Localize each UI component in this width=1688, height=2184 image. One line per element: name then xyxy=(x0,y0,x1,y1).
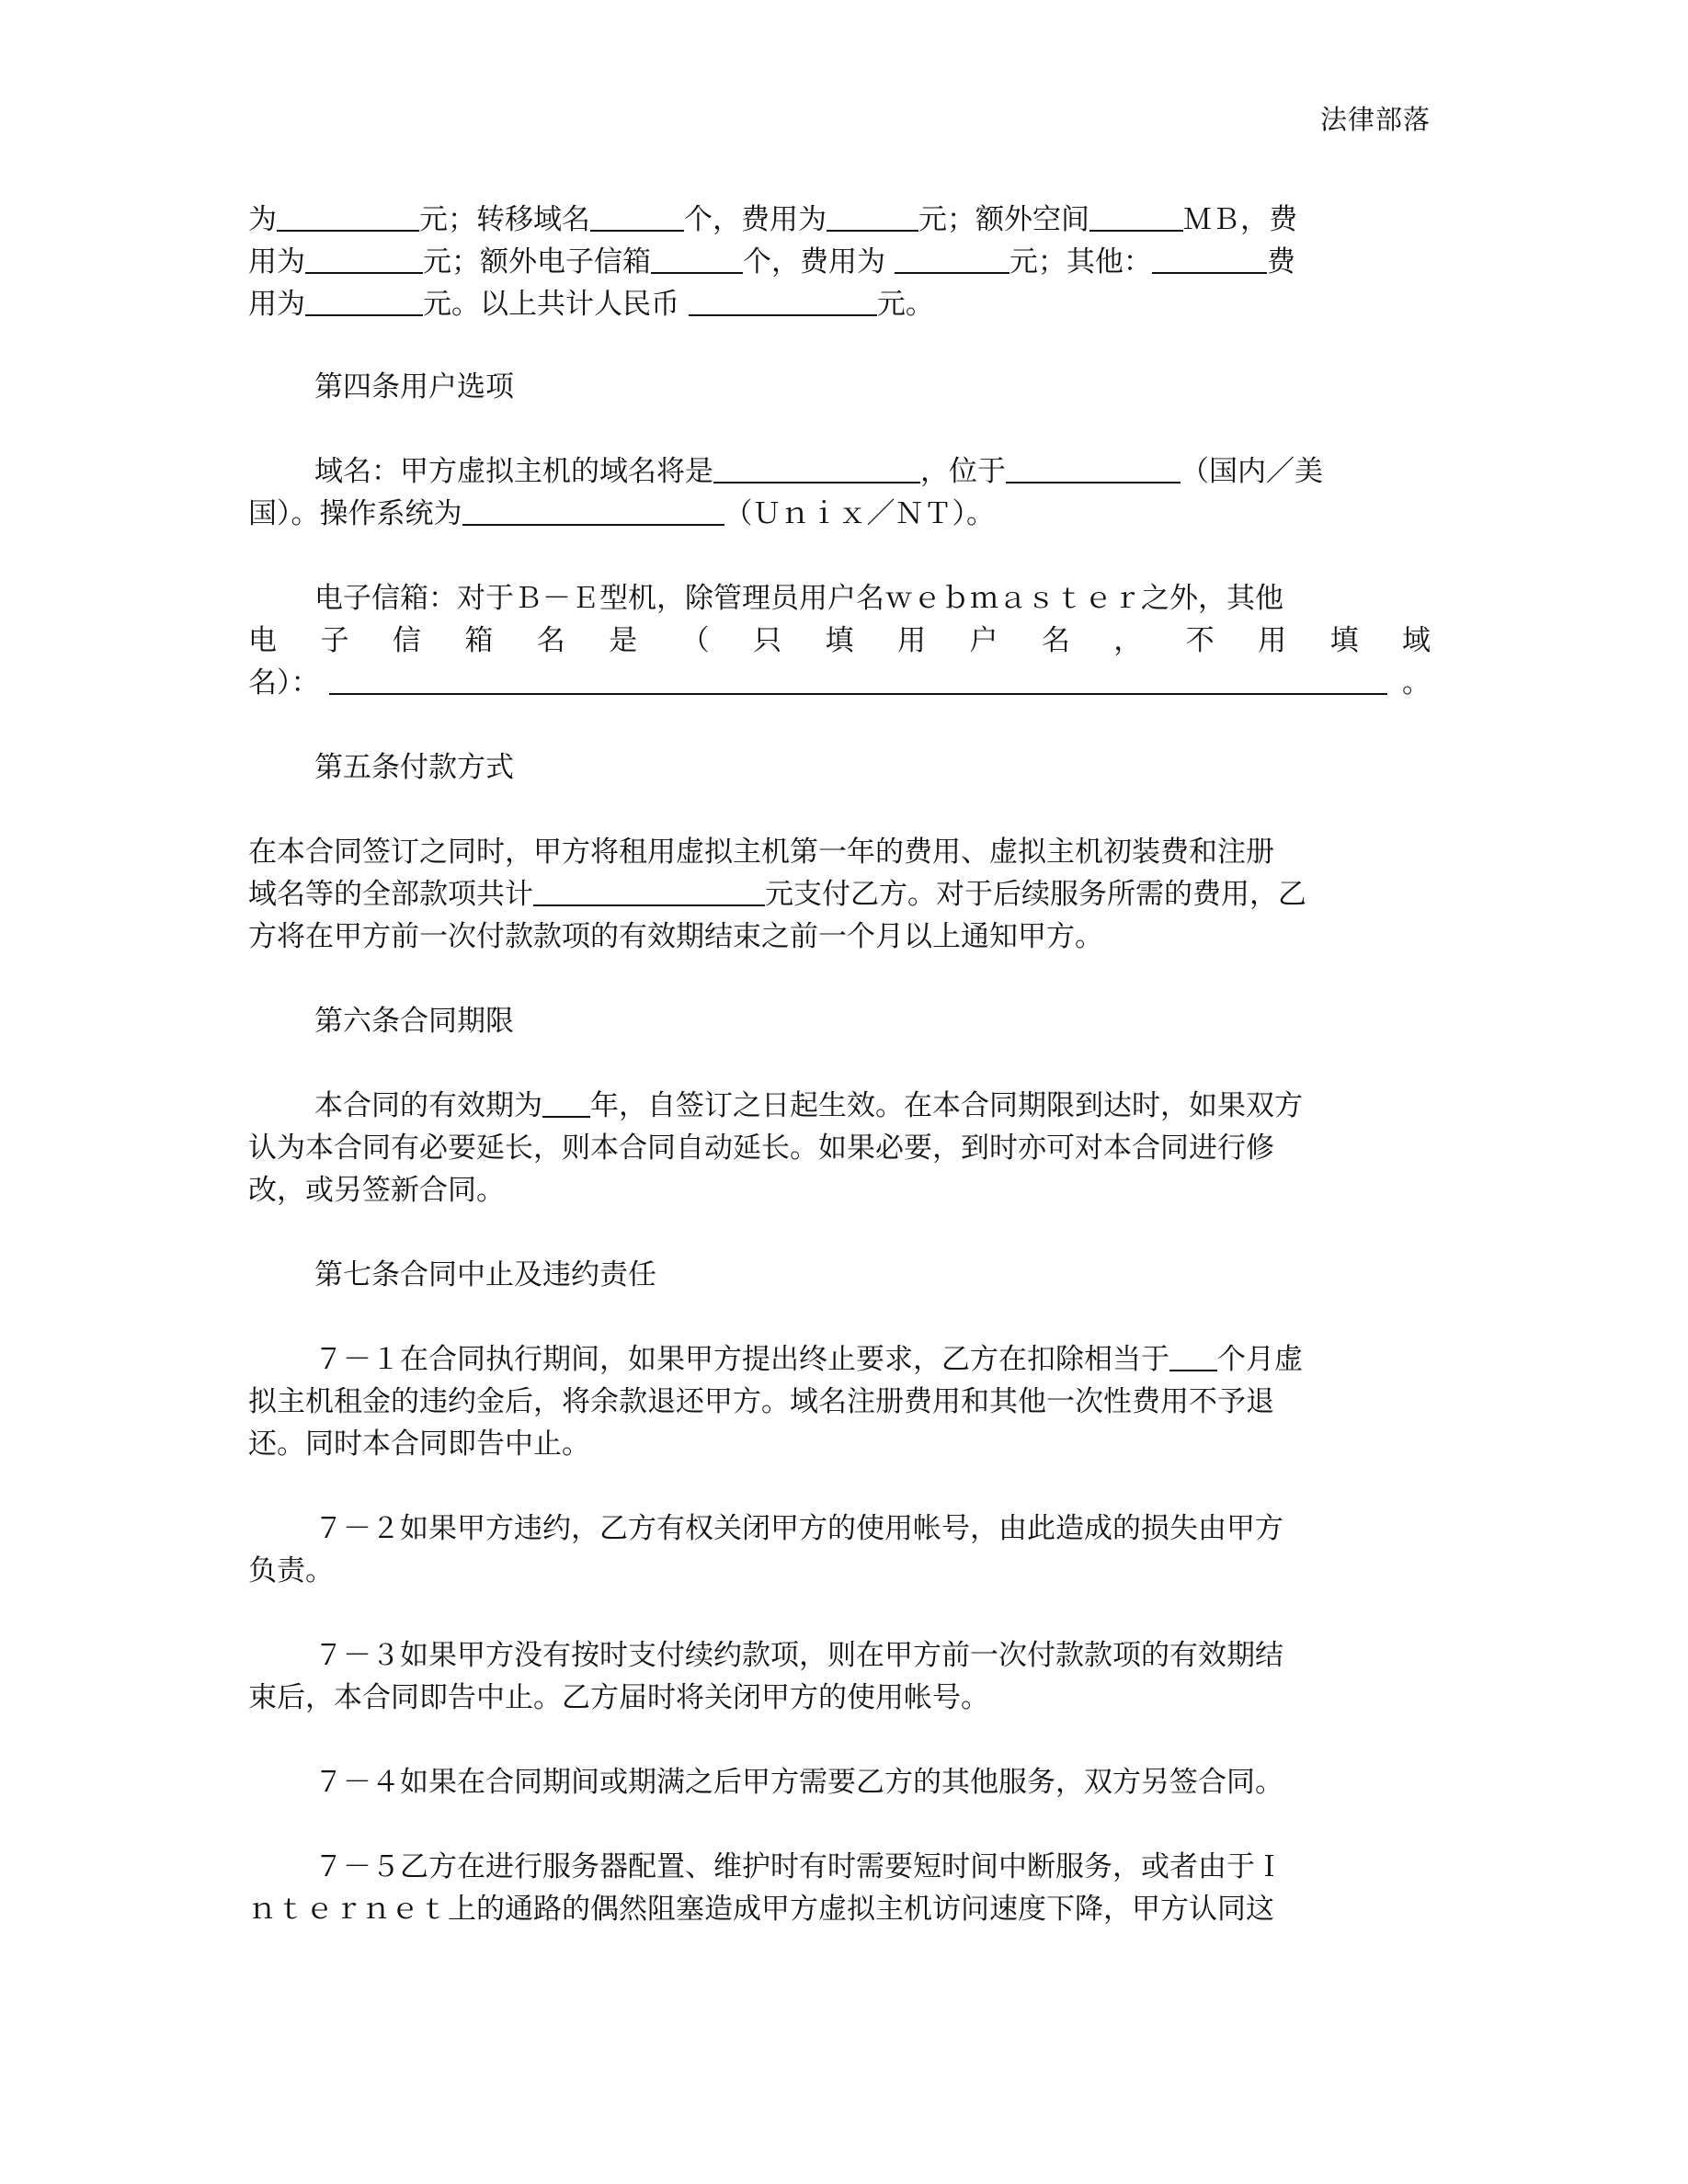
text: 元；额外空间 xyxy=(918,203,1089,236)
payment-line-2 xyxy=(248,873,1431,916)
article-7-heading: 第七条合同中止及违约责任 xyxy=(314,1258,656,1291)
os-blank xyxy=(462,493,724,526)
clause-7-1-line-3: 还。同时本合同即告中止。 xyxy=(248,1428,590,1461)
text: 个，费用为 xyxy=(684,203,827,236)
clause-7-5-line-1: ７－５乙方在进行服务器配置、维护时有时需要短时间中断服务，或者由于Ｉ xyxy=(314,1850,1283,1883)
char: 填 xyxy=(825,624,854,657)
text: 元。以上共计人民币 xyxy=(423,288,689,321)
text: 本合同的有效期为 xyxy=(314,1089,542,1122)
text: 年，自签订之日起生效。在本合同期限到达时，如果双方 xyxy=(590,1089,1303,1122)
blank-field xyxy=(305,241,423,274)
clause-7-2-line-1: ７－２如果甲方违约，乙方有权关闭甲方的使用帐号，由此造成的损失由甲方 xyxy=(314,1512,1283,1545)
char: （ xyxy=(680,624,710,657)
char: ， xyxy=(1113,624,1143,657)
text: 元；其他： xyxy=(1009,245,1152,279)
fee-line-2 xyxy=(248,241,1431,283)
text: 个，费用为 xyxy=(743,245,895,279)
blank-field xyxy=(827,199,918,232)
fee-line-3 xyxy=(248,283,1431,325)
blank-field xyxy=(689,283,877,316)
fee-line-1 xyxy=(248,199,1431,241)
char: 子 xyxy=(320,624,349,657)
article-6-heading: 第六条合同期限 xyxy=(314,1005,514,1038)
text: （国内／美 xyxy=(1180,455,1323,488)
clause-7-1-line-1 xyxy=(248,1338,1431,1381)
text: 名）： xyxy=(248,666,320,700)
blank-field xyxy=(277,199,419,232)
text: 元。 xyxy=(876,288,934,321)
clause-7-5-line-2: ｎｔｅｒｎｅｔ上的通路的偶然阻塞造成甲方虚拟主机访问速度下降，甲方认同这 xyxy=(248,1893,1274,1926)
char: 信 xyxy=(392,624,421,657)
clause-7-3-line-2: 束后，本合同即告中止。乙方届时将关闭甲方的使用帐号。 xyxy=(248,1681,989,1714)
char: 填 xyxy=(1329,624,1359,657)
clause-7-2-line-2: 负责。 xyxy=(248,1554,334,1587)
char: 域 xyxy=(1402,624,1431,657)
text: ＭＢ，费 xyxy=(1183,203,1297,236)
text: （Ｕｎｉｘ／ＮＴ）。 xyxy=(724,497,995,530)
domain-line-1 xyxy=(248,450,1431,493)
email-line-2 xyxy=(248,620,1431,662)
payment-line-3: 方将在甲方前一次付款款项的有效期结束之前一个月以上通知甲方。 xyxy=(248,920,1103,953)
article-4-heading: 第四条用户选项 xyxy=(314,370,514,404)
text: 域名：甲方虚拟主机的域名将是 xyxy=(314,455,713,488)
blank-field xyxy=(651,241,743,274)
char: 户 xyxy=(969,624,998,657)
text: 域名等的全部款项共计 xyxy=(248,878,533,911)
char: 电 xyxy=(248,624,277,657)
text: 国）。操作系统为 xyxy=(248,497,462,530)
text: 用为 xyxy=(248,245,305,279)
clause-7-4-line-1: ７－４如果在合同期间或期满之后甲方需要乙方的其他服务，双方另签合同。 xyxy=(314,1766,1283,1799)
text: ，位于 xyxy=(920,455,1006,488)
text: 用为 xyxy=(248,288,305,321)
text: 为 xyxy=(248,203,277,236)
total-amount-blank xyxy=(533,873,765,906)
char: 用 xyxy=(1258,624,1287,657)
char: 名 xyxy=(1041,624,1070,657)
char: 用 xyxy=(896,624,926,657)
text: 元；转移域名 xyxy=(419,203,590,236)
char: 名 xyxy=(536,624,565,657)
text: 元；额外电子信箱 xyxy=(423,245,651,279)
blank-field xyxy=(1089,199,1183,232)
months-blank xyxy=(1169,1338,1217,1371)
email-line-1: 电子信箱：对于Ｂ－Ｅ型机，除管理员用户名ｗｅｂｍａｓｔｅｒ之外，其他 xyxy=(314,582,1283,615)
text: 费 xyxy=(1266,245,1295,279)
blank-field xyxy=(1152,241,1267,274)
document-header: 法律部落 xyxy=(1319,104,1431,135)
blank-field xyxy=(895,241,1009,274)
char: 不 xyxy=(1185,624,1215,657)
text: 个月虚 xyxy=(1217,1343,1303,1376)
blank-field xyxy=(590,199,684,232)
email-line-3 xyxy=(248,662,1431,704)
char: 是 xyxy=(609,624,638,657)
blank-field xyxy=(305,283,423,316)
char: 只 xyxy=(753,624,782,657)
email-names-blank xyxy=(329,662,1388,695)
term-line-3: 改，或另签新合同。 xyxy=(248,1174,505,1207)
clause-7-3-line-1: ７－３如果甲方没有按时支付续约款项，则在甲方前一次付款款项的有效期结 xyxy=(314,1639,1283,1672)
domain-line-2 xyxy=(248,493,1431,535)
location-blank xyxy=(1006,450,1180,483)
char: 箱 xyxy=(464,624,494,657)
text: 元支付乙方。对于后续服务所需的费用，乙 xyxy=(765,878,1306,911)
term-line-1 xyxy=(248,1085,1431,1127)
text: 。 xyxy=(1402,666,1431,700)
payment-line-1: 在本合同签订之同时，甲方将租用虚拟主机第一年的费用、虚拟主机初装费和注册 xyxy=(248,836,1274,869)
term-line-2: 认为本合同有必要延长，则本合同自动延长。如果必要，到时亦可对本合同进行修 xyxy=(248,1132,1274,1165)
years-blank xyxy=(542,1085,590,1118)
text: ７－１在合同执行期间，如果甲方提出终止要求，乙方在扣除相当于 xyxy=(314,1343,1169,1376)
clause-7-1-line-2: 拟主机租金的违约金后，将余款退还甲方。域名注册费用和其他一次性费用不予退 xyxy=(248,1385,1274,1418)
domain-name-blank xyxy=(713,450,920,483)
article-5-heading: 第五条付款方式 xyxy=(314,751,514,784)
